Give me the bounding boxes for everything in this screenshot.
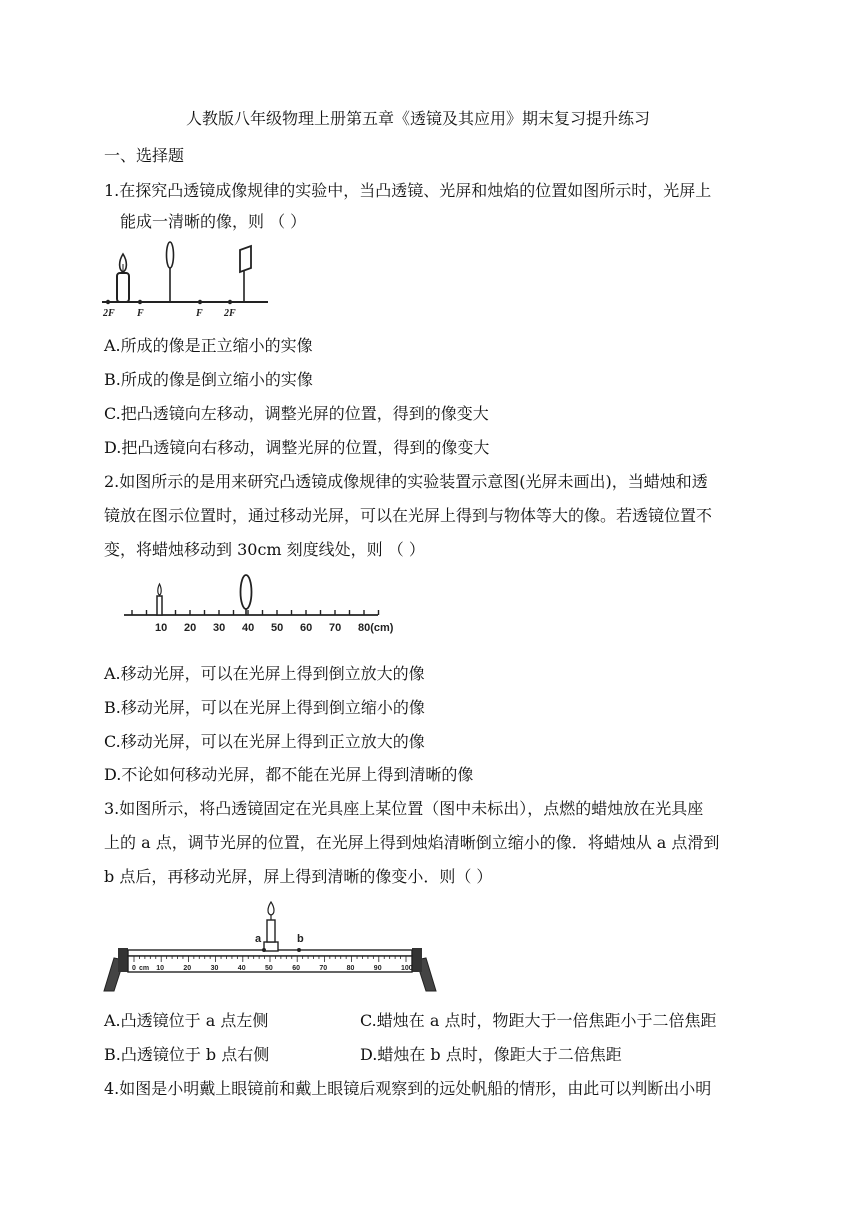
q1-figure xyxy=(100,240,270,320)
q3-option-d[interactable]: D.蜡烛在 b 点时，像距大于二倍焦距 xyxy=(360,1045,622,1064)
q3-stem-line1: 3.如图所示，将凸透镜固定在光具座上某位置（图中未标出），点燃的蜡烛放在光具座 xyxy=(104,799,704,818)
label-2f-left: 2F xyxy=(103,308,115,319)
q2-stem-line1: 2.如图所示的是用来研究凸透镜成像规律的实验装置示意图(光屏未画出)，当蜡烛和透 xyxy=(104,472,708,491)
q2-option-c[interactable]: C.移动光屏，可以在光屏上得到正立放大的像 xyxy=(104,732,425,751)
scale-label: 10 xyxy=(155,622,168,634)
q3-stem-line2: 上的 a 点，调节光屏的位置，在光屏上得到烛焰清晰倒立缩小的像．将蜡烛从 a 点滑到 xyxy=(104,833,720,852)
bench-scale-label: 20 xyxy=(183,965,192,972)
q3-figure xyxy=(100,898,450,998)
scale-label: 20 xyxy=(184,622,197,634)
q3-option-c[interactable]: C.蜡烛在 a 点时，物距大于一倍焦距小于二倍焦距 xyxy=(360,1011,717,1030)
bench-scale-label: 50 xyxy=(265,965,273,972)
bench-scale-label: cm xyxy=(139,965,150,972)
candle-icon xyxy=(157,584,162,615)
q3-option-b[interactable]: B.凸透镜位于 b 点右侧 xyxy=(104,1045,270,1064)
candle-icon xyxy=(117,254,129,302)
bench-scale-label: 70 xyxy=(319,965,328,972)
convex-lens-icon xyxy=(167,242,174,302)
scale-label: 60 xyxy=(300,622,313,634)
scale-label: 40 xyxy=(242,622,255,634)
bench-scale-label: 0 xyxy=(132,965,136,972)
q4-stem-line1: 4.如图是小明戴上眼镜前和戴上眼镜后观察到的远处帆船的情形，由此可以判断出小明 xyxy=(104,1079,712,1098)
q1-option-c[interactable]: C.把凸透镜向左移动，调整光屏的位置，得到的像变大 xyxy=(104,404,489,423)
bench-scale-label: 100 xyxy=(401,965,413,972)
label-f-left: F xyxy=(137,308,144,319)
q1-stem-line1: 1.在探究凸透镜成像规律的实验中，当凸透镜、光屏和烛焰的位置如图所示时，光屏上 xyxy=(104,181,712,200)
point-b-label: b xyxy=(297,933,304,945)
bench-scale-label: 10 xyxy=(156,965,164,972)
q3-stem-line3: b 点后，再移动光屏，屏上得到清晰的像变小．则（ ） xyxy=(104,867,493,886)
convex-lens-icon xyxy=(241,575,252,615)
q2-option-b[interactable]: B.移动光屏，可以在光屏上得到倒立缩小的像 xyxy=(104,698,425,717)
bench-scale-label: 30 xyxy=(210,965,219,972)
label-f-right: F xyxy=(196,308,203,319)
page-title: 人教版八年级物理上册第五章《透镜及其应用》期末复习提升练习 xyxy=(186,109,651,128)
scale-label: 80(cm) xyxy=(358,622,394,634)
q1-option-d[interactable]: D.把凸透镜向右移动，调整光屏的位置，得到的像变大 xyxy=(104,438,490,457)
q2-stem-line3: 变，将蜡烛移动到 30cm 刻度线处，则 （ ） xyxy=(104,540,425,559)
q1-option-b[interactable]: B.所成的像是倒立缩小的实像 xyxy=(104,370,313,389)
q2-option-d[interactable]: D.不论如何移动光屏，都不能在光屏上得到清晰的像 xyxy=(104,765,474,784)
left-end-block xyxy=(118,948,128,972)
q1-option-a[interactable]: A.所成的像是正立缩小的实像 xyxy=(104,336,313,355)
right-end-block xyxy=(412,948,422,972)
scale-label: 30 xyxy=(213,622,226,634)
candle-holder-icon xyxy=(264,902,278,951)
point-a-label: a xyxy=(255,933,262,945)
bench-scale-label: 80 xyxy=(346,965,355,972)
label-2f-right: 2F xyxy=(224,308,236,319)
q3-option-a[interactable]: A.凸透镜位于 a 点左侧 xyxy=(104,1011,269,1030)
q1-stem-line2: 能成一清晰的像，则 （ ） xyxy=(120,212,307,231)
bench-scale-label: 90 xyxy=(373,965,382,972)
light-screen-icon xyxy=(240,246,251,302)
scale-label: 70 xyxy=(329,622,342,634)
bench-scale-label: 40 xyxy=(237,965,246,972)
bench-scale-label: 60 xyxy=(292,965,300,972)
scale-label: 50 xyxy=(271,622,284,634)
section-heading: 一、选择题 xyxy=(104,146,185,165)
q2-stem-line2: 镜放在图示位置时，通过移动光屏，可以在光屏上得到与物体等大的像。若透镜位置不 xyxy=(104,506,713,525)
q2-figure xyxy=(120,570,410,640)
q2-option-a[interactable]: A.移动光屏，可以在光屏上得到倒立放大的像 xyxy=(104,664,425,683)
